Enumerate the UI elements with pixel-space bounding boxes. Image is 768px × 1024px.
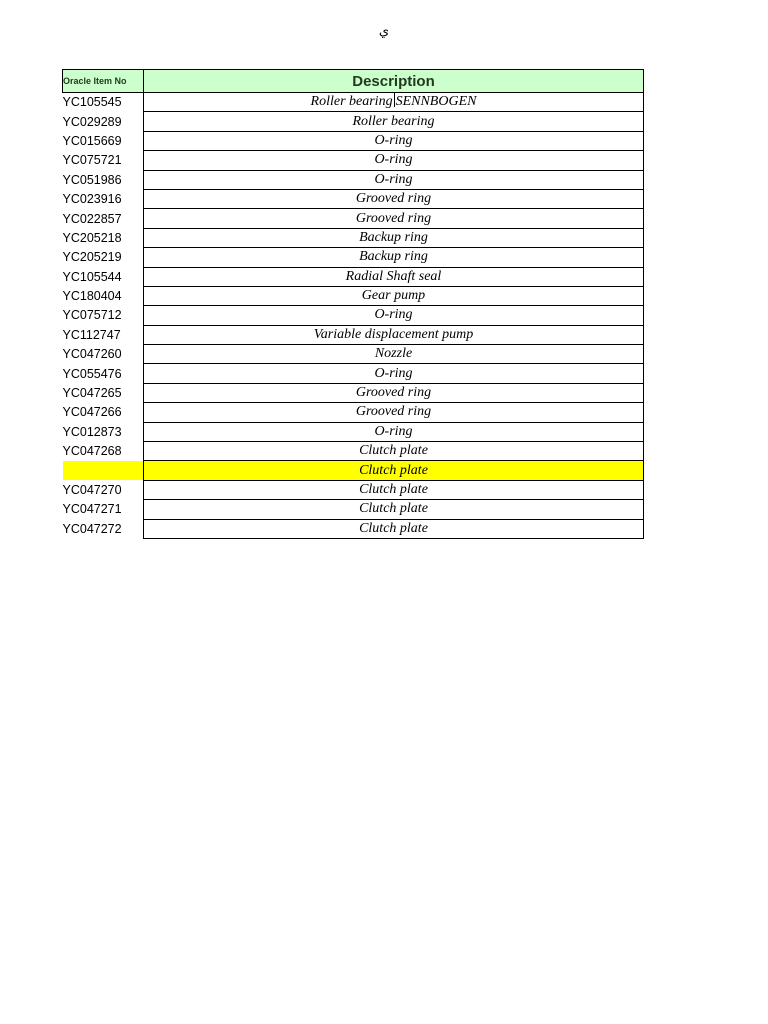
table-row <box>63 131 644 150</box>
description-text: Grooved ring <box>355 404 432 420</box>
description-text: O-ring <box>374 365 413 381</box>
cell-separator <box>394 93 395 107</box>
table-row <box>63 170 644 189</box>
item-no-cell[interactable]: YC047265 <box>62 386 122 401</box>
description-extra-text: SENNBOGEN <box>395 94 477 110</box>
top-mark: ي <box>378 24 390 39</box>
description-text: O-ring <box>374 307 413 323</box>
item-no-cell[interactable]: YC029289 <box>62 114 122 129</box>
table-row <box>63 248 644 267</box>
table-row <box>63 403 644 422</box>
description-cell[interactable] <box>144 267 644 286</box>
table-row <box>63 306 644 325</box>
table-row <box>63 480 644 499</box>
description-text: Clutch plate <box>359 482 428 497</box>
item-no-cell[interactable]: YC047268 <box>62 444 122 459</box>
description-cell[interactable] <box>144 403 644 422</box>
description-text: O-ring <box>374 423 413 439</box>
item-no-cell[interactable]: YC205218 <box>62 230 122 245</box>
description-text: O-ring <box>374 132 413 148</box>
description-text: Backup ring <box>359 249 428 265</box>
description-text: Clutch plate <box>359 443 428 459</box>
description-text: Backup ring <box>359 229 428 245</box>
description-cell[interactable] <box>144 500 644 519</box>
table-row <box>63 345 644 364</box>
description-text: Roller bearing <box>310 94 393 110</box>
table-row <box>63 500 644 519</box>
description-text: Gear pump <box>361 288 426 304</box>
description-text: Variable displacement pump <box>313 326 474 342</box>
description-cell[interactable] <box>144 364 644 383</box>
item-no-cell[interactable]: YC180404 <box>62 289 122 304</box>
description-text: Grooved ring <box>355 385 432 401</box>
description-text: Nozzle <box>374 346 413 362</box>
table-row <box>63 209 644 228</box>
header-description: Description <box>144 70 644 93</box>
item-no-cell[interactable]: YC022857 <box>62 211 122 226</box>
description-text: O-ring <box>374 171 413 187</box>
table-row <box>63 519 644 538</box>
item-no-cell[interactable]: YC051986 <box>62 172 122 187</box>
item-no-cell[interactable] <box>63 461 144 480</box>
item-no-cell[interactable]: YC047260 <box>62 347 122 362</box>
table-row <box>63 383 644 402</box>
description-cell[interactable] <box>144 228 644 247</box>
item-no-cell[interactable]: YC075712 <box>62 308 122 323</box>
table-row <box>63 325 644 344</box>
item-no-cell[interactable]: YC023916 <box>62 192 122 207</box>
table-row <box>63 93 644 112</box>
description-cell[interactable] <box>144 170 644 189</box>
item-no-cell[interactable]: YC112747 <box>62 327 121 342</box>
description-text: Clutch plate <box>359 501 428 517</box>
table-row <box>63 151 644 170</box>
description-cell[interactable] <box>144 325 644 344</box>
table-row <box>63 189 644 208</box>
description-text: Radial Shaft seal <box>345 268 442 284</box>
item-no-cell[interactable]: YC012873 <box>62 424 122 439</box>
description-cell[interactable] <box>144 442 644 461</box>
description-text: Grooved ring <box>355 191 432 207</box>
item-no-cell[interactable]: YC047272 <box>62 521 122 536</box>
description-text: Clutch plate <box>359 462 428 478</box>
item-no-cell[interactable]: YC205219 <box>62 250 122 265</box>
description-cell[interactable] <box>144 112 644 131</box>
item-no-cell[interactable]: YC105544 <box>62 269 122 284</box>
table-row <box>63 442 644 461</box>
header-row <box>63 70 644 93</box>
description-text: Grooved ring <box>355 210 432 226</box>
description-cell[interactable] <box>144 345 644 364</box>
description-cell[interactable] <box>144 93 644 112</box>
description-text: O-ring <box>374 152 413 168</box>
item-no-cell[interactable]: YC047271 <box>62 502 122 517</box>
header-item-no: Oracle Item No <box>63 70 144 93</box>
table-row <box>63 364 644 383</box>
table-row <box>63 112 644 131</box>
item-no-cell[interactable]: YC105545 <box>62 95 122 110</box>
description-text: Roller bearing <box>352 113 435 129</box>
description-cell[interactable] <box>144 189 644 208</box>
description-text: Clutch plate <box>359 520 428 536</box>
description-cell[interactable] <box>144 422 644 441</box>
description-cell[interactable] <box>144 480 644 499</box>
description-cell[interactable] <box>144 209 644 228</box>
description-cell[interactable] <box>144 461 644 480</box>
item-no-cell[interactable]: YC047270 <box>62 483 122 497</box>
description-cell[interactable] <box>144 248 644 267</box>
item-no-cell[interactable]: YC047266 <box>62 405 122 420</box>
description-cell[interactable] <box>144 519 644 538</box>
description-cell[interactable] <box>144 383 644 402</box>
table-row <box>63 286 644 305</box>
item-no-cell[interactable]: YC055476 <box>62 366 122 381</box>
table-row <box>63 267 644 286</box>
description-cell[interactable] <box>144 131 644 150</box>
description-cell[interactable] <box>144 306 644 325</box>
table-row <box>63 228 644 247</box>
table-row <box>63 461 644 480</box>
parts-table <box>62 69 644 539</box>
description-cell[interactable] <box>144 151 644 170</box>
item-no-cell[interactable]: YC015669 <box>62 133 122 148</box>
description-cell[interactable] <box>144 286 644 305</box>
item-no-cell[interactable]: YC075721 <box>62 153 122 168</box>
table-row <box>63 422 644 441</box>
